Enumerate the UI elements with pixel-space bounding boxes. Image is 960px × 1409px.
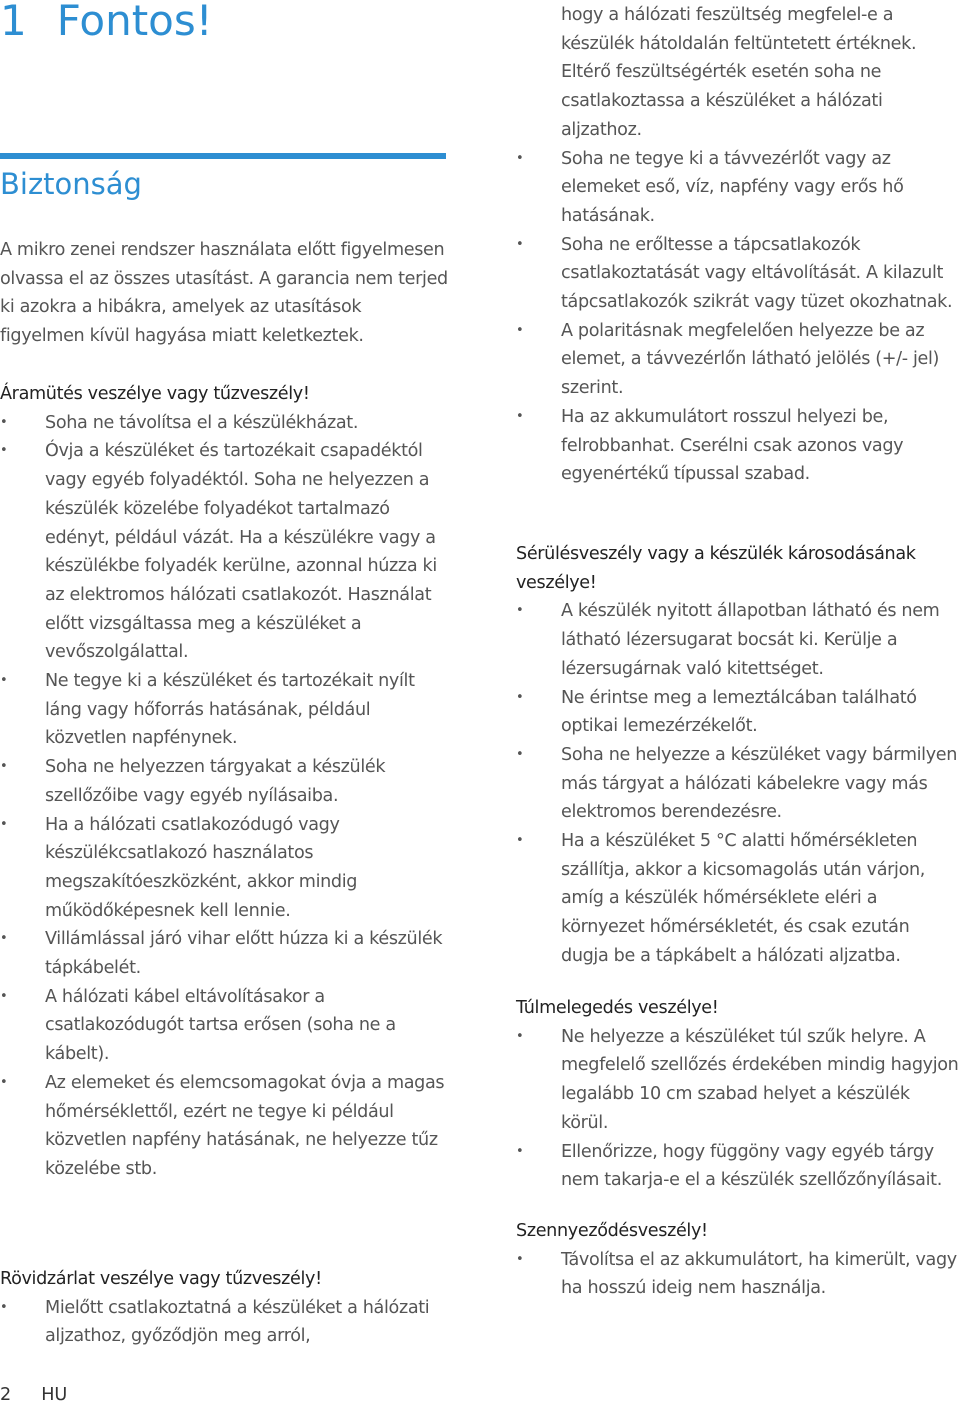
bullet-icon: •: [516, 1251, 524, 1267]
chapter-title: [0, 0, 213, 46]
overheat-list: [516, 1023, 960, 1195]
list-item: [0, 983, 450, 1069]
list-item-text: Ne helyezze a készüléket túl szűk helyre. A megfelelő szellőzés érdekében mindig hagyjon legalább 10 cm szabad helyet a készülék körül.: [561, 1026, 959, 1133]
section-title: Biztonság: [0, 167, 142, 201]
injury-section: [516, 540, 960, 971]
bullet-icon: •: [0, 443, 8, 459]
bullet-icon: •: [0, 673, 8, 689]
list-item: [516, 145, 960, 231]
list-item: [0, 811, 450, 926]
list-item-text: Ne tegye ki a készüléket és tartozékait nyílt láng vagy hőforrás hatásának, például közvetlen napfénynek.: [45, 671, 415, 749]
short-circuit-heading: Rövidzárlat veszélye vagy tűzveszély!: [0, 1269, 322, 1289]
chapter-title-text: Fontos!: [56, 0, 213, 45]
list-item: [516, 1138, 960, 1195]
overheat-heading: Túlmelegedés veszélye!: [516, 998, 719, 1018]
list-item: [0, 753, 450, 810]
injury-list: [516, 597, 960, 970]
list-item: [0, 925, 450, 982]
list-item: [0, 409, 450, 438]
bullet-icon: •: [0, 1074, 8, 1090]
list-item: [0, 1069, 450, 1184]
section-divider: [0, 153, 446, 159]
list-item: [516, 827, 960, 971]
bullet-icon: •: [516, 150, 524, 166]
list-item-text: Ne érintse meg a lemeztálcában található optikai lemezérzékelőt.: [561, 687, 917, 737]
list-item-text: A készülék nyitott állapotban látható és nem látható lézersugarat bocsát ki. Kerülje a lézersugárnak való kitettséget.: [561, 601, 940, 679]
intro-paragraph: A mikro zenei rendszer használata előtt figyelmesen olvassa el az összes utasítást. A garancia nem terjed ki azokra a hibákra, amelyek az utasítások figyelmen kívül hagyása miatt keletkeztek.: [0, 240, 448, 347]
short-circuit-list: [0, 1294, 450, 1351]
list-item-text: Soha ne helyezzen tárgyakat a készülék szellőzőibe vagy egyéb nyílásaiba.: [45, 757, 386, 806]
list-item-text: A hálózati kábel eltávolításakor a csatlakozódugót tartsa erősen (soha ne a kábelt).: [45, 986, 396, 1065]
bullet-icon: •: [516, 1028, 524, 1044]
list-item: [516, 741, 960, 827]
list-item-text: Villámlással járó vihar előtt húzza ki a készülék tápkábelét.: [45, 929, 443, 979]
injury-heading: Sérülésveszély vagy a készülék károsodásának veszélye!: [516, 544, 916, 593]
bullet-icon: •: [516, 689, 524, 705]
pollution-section: [516, 1217, 960, 1303]
language-code: HU: [41, 1385, 68, 1405]
shock-list: [0, 409, 450, 1184]
bullet-icon: •: [0, 414, 8, 430]
list-item: [516, 231, 960, 317]
bullet-icon: •: [516, 408, 524, 424]
list-item-text: Ha a hálózati csatlakozódugó vagy készülékcsatlakozó használatos megszakítóeszközként, akkor mindig működőképesnek kell lennie.: [45, 814, 358, 921]
bullet-icon: •: [0, 759, 8, 775]
list-item-text: Távolítsa el az akkumulátort, ha kimerült, vagy ha hosszú ideig nem használja.: [561, 1249, 957, 1299]
list-item-text: Óvja a készüléket és tartozékait csapadéktól vagy egyéb folyadéktól. Soha ne helyezzen a készülék közelébe folyadékot tartalmazó edényt, például vázát. Ha a készülékre vagy a készülékbe folyadék kerülne, azonnal húzza ki az elektromos hálózati csatlakozót. Használat előtt vizsgáltassa meg a készüléket a vevőszolgálattal.: [45, 441, 437, 663]
bullet-icon: •: [516, 1143, 524, 1159]
list-item: [0, 1294, 450, 1351]
bullet-icon: •: [0, 988, 8, 1004]
list-item: [516, 1246, 960, 1303]
list-item: [516, 317, 960, 403]
bullet-icon: •: [516, 833, 524, 849]
bullet-icon: •: [516, 603, 524, 619]
list-item-text: Soha ne erőltesse a tápcsatlakozók csatlakoztatását vagy eltávolítását. A kilazult tápcsatlakozók szikrát vagy tüzet okozhatnak.: [561, 234, 953, 313]
page-footer: [0, 1381, 67, 1409]
list-item-text: Soha ne helyezze a készüléket vagy bármilyen más tárgyat a hálózati kábelekre vagy más elektromos berendezésre.: [561, 744, 958, 823]
list-item-text: Soha ne távolítsa el a készülékházat.: [45, 412, 359, 433]
list-item-text: Mielőtt csatlakoztatná a készüléket a hálózati aljzathoz, győződjön meg arról,: [45, 1297, 430, 1347]
list-item: [516, 403, 960, 489]
list-item: [516, 597, 960, 683]
bullet-icon: •: [516, 236, 524, 252]
overheat-section: [516, 994, 960, 1195]
list-item-text: Ellenőrizze, hogy függöny vagy egyéb tárgy nem takarja-e el a készülék szellőzőnyílásait.: [561, 1141, 942, 1191]
list-item: [0, 437, 450, 667]
bullet-icon: •: [0, 816, 8, 832]
list-item-text: Az elemeket és elemcsomagokat óvja a magas hőmérséklettől, ezért ne tegye ki például közvetlen napfény hatásának, ne helyezze tűz közelébe stb.: [45, 1072, 445, 1179]
bullet-icon: •: [516, 322, 524, 338]
shock-heading: Áramütés veszélye vagy tűzveszély!: [0, 384, 310, 404]
list-item-text: hogy a hálózati feszültség megfelel-e a készülék hátoldalán feltüntetett értéknek. Eltérő feszültségérték esetén soha ne csatlakoztassa a készüléket a hálózati aljzathoz.: [561, 5, 917, 140]
continuation-section: [516, 1, 960, 489]
list-item: [516, 684, 960, 741]
shock-section: [0, 380, 450, 1184]
list-item-text: A polaritásnak megfelelően helyezze be az elemet, a távvezérlőn látható jelölés (+/- jel) szerint.: [561, 320, 940, 399]
list-item: [516, 1, 960, 145]
list-item: [516, 1023, 960, 1138]
short-circuit-section: [0, 1265, 450, 1351]
list-item: [0, 667, 450, 753]
bullet-icon: •: [0, 931, 8, 947]
bullet-icon: •: [0, 1299, 8, 1315]
list-item-text: Soha ne tegye ki a távvezérlőt vagy az elemeket eső, víz, napfény vagy erős hő hatásának.: [561, 148, 904, 226]
continuation-list: [516, 1, 960, 489]
list-item-text: Ha az akkumulátort rosszul helyezi be, felrobbanhat. Cserélni csak azonos vagy egyenértékű típussal szabad.: [561, 406, 904, 485]
page-number: 2: [0, 1385, 12, 1405]
pollution-heading: Szennyeződésveszély!: [516, 1221, 708, 1241]
chapter-number: 1: [0, 0, 27, 45]
pollution-list: [516, 1246, 960, 1303]
list-item-text: Ha a készüléket 5 °C alatti hőmérsékleten szállítja, akkor a kicsomagolás után várjon, amíg a készülék hőmérséklete eléri a környezet hőmérsékletét, és csak ezután dugja be a tápkábelt a hálózati aljzatba.: [561, 831, 926, 966]
bullet-icon: •: [516, 746, 524, 762]
